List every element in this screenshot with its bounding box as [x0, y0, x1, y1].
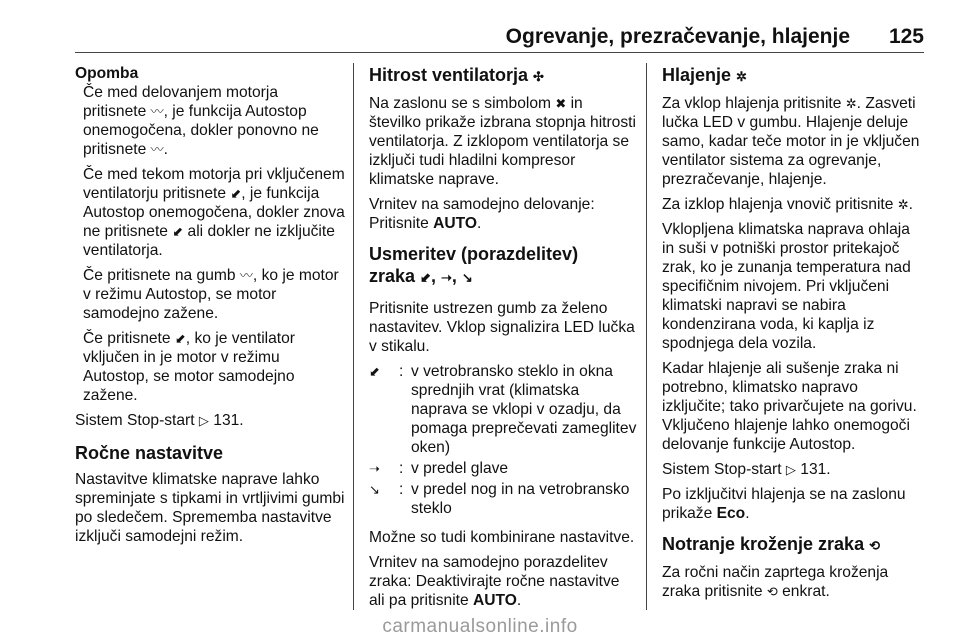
windshield-floor-icon: ⬋	[420, 270, 431, 285]
fan-icon: ✣	[533, 69, 544, 84]
page-header	[0, 0, 960, 52]
note-box	[75, 64, 345, 405]
fan-symbol-icon: ✖	[555, 96, 567, 111]
windshield-defrost-icon: 〰	[150, 142, 164, 157]
windshield-floor-icon: ⬋	[369, 364, 380, 379]
body-paragraph: Vrnitev na samodejno porazdelitev zraka: Deaktivirajte ročne nastavitve ali pa pritisnite AUTO.	[369, 554, 620, 609]
body-paragraph: Možne so tudi kombinirane nastavitve.	[369, 529, 635, 546]
cross-reference: Sistem Stop-start ▷ 131.	[662, 461, 831, 478]
page-number: 125	[888, 25, 924, 48]
column-1	[75, 64, 345, 552]
head-airflow-icon: ➝	[369, 461, 380, 476]
body-paragraph: Vrnitev na samodejno delovanje: Pritisnite AUTO.	[369, 196, 595, 232]
body-paragraph: Na zaslonu se s simbolom ✖ in številko prikaže izbrana stopnja hitrosti ventilatorja. Z izklopom ventilatorja se izključi tudi hladilni kompresor klimatske naprave.	[369, 95, 636, 188]
reference-arrow-icon: ▷	[198, 413, 209, 428]
note-title: Opomba	[75, 65, 139, 82]
note-paragraph: Če med tekom motorja pri vključenem ventilatorju pritisnete ⬋, je funkcija Autostop onemogočena, dokler znova ne pritisnete ⬋ ali dokler ne izključite ventilatorja.	[83, 166, 345, 259]
body-paragraph: Kadar hlajenje ali sušenje zraka ni potrebno, klimatsko napravo izključite; tako privarčujete na gorivu. Vključeno hlajenje lahko onemogoči delovanje funkcije Autostop.	[662, 360, 917, 453]
body-paragraph: Po izključitvi hlajenja se na zaslonu prikaže Eco.	[662, 486, 906, 522]
body-paragraph: Vklopljena klimatska naprava ohlaja in suši v potniški prostor pritekajoč zrak, ko je zunanja temperatura nad specifičnim nivojem. Pri vključeni klimatski napravi se nabira kondenzirana voda, ki kaplja iz spodnjega dela vozila.	[662, 221, 911, 352]
section-heading: Usmeritev (porazdelitev) zraka ⬋, ➝, ↘	[369, 243, 637, 289]
windshield-floor-icon: ⬋	[230, 186, 242, 201]
ac-snowflake-icon: ✲	[736, 69, 747, 84]
body-paragraph: Pritisnite ustrezen gumb za želeno nastavitev. Vklop signalizira LED lučka v stikalu.	[369, 300, 635, 355]
column-divider	[353, 63, 354, 610]
definition-item: ↘ : v predel nog in na vetrobransko steklo	[369, 481, 630, 517]
recirculation-icon: ⟲	[869, 538, 880, 553]
definition-item: ➝ : v predel glave	[369, 460, 509, 477]
windshield-defrost-icon: 〰	[239, 268, 253, 283]
recirculation-icon: ⟲	[766, 584, 778, 599]
section-heading: Notranje kroženje zraka ⟲	[662, 533, 924, 557]
windshield-floor-icon: ⬋	[172, 224, 184, 239]
header-title: Ogrevanje, prezračevanje, hlajenje	[505, 25, 850, 48]
note-paragraph: Če pritisnete ⬋, ko je ventilator vključen in je motor v režimu Autostop, se motor samodejno zažene.	[83, 330, 295, 404]
body-paragraph: Za vklop hlajenja pritisnite ✲. Zasveti lučka LED v gumbu. Hlajenje deluje samo, kadar teče motor in je vključen ventilator sistema za ogrevanje, prezračevanje, hlajenje.	[662, 95, 920, 188]
section-heading: Hitrost ventilatorja ✣	[369, 64, 637, 88]
body-paragraph: Nastavitve klimatske naprave lahko spreminjate s tipkami in vrtljivimi gumbi po sledečem. Sprememba nastavitve izključi samodejni režim.	[75, 471, 345, 545]
windshield-floor-icon: ⬋	[174, 331, 186, 346]
definition-item: ⬋ : v vetrobransko steklo in okna sprednjih vrat (klimatska naprava se vklopi v ozadju, da pomaga preprečevati zameglitev oken)	[369, 363, 637, 456]
head-airflow-icon: ➝	[440, 270, 452, 285]
body-paragraph: Za izklop hlajenja vnovič pritisnite ✲.	[662, 196, 913, 213]
cross-reference: Sistem Stop-start ▷ 131.	[75, 412, 244, 429]
ac-snowflake-icon: ✲	[897, 197, 909, 212]
footer-watermark: carmanualsonline.info	[382, 616, 578, 637]
column-divider	[646, 63, 647, 610]
header-rule	[75, 52, 924, 53]
airflow-definition-list	[369, 362, 637, 518]
section-heading: Ročne nastavitve	[75, 443, 224, 463]
reference-arrow-icon: ▷	[785, 462, 796, 477]
section-heading: Hlajenje ✲	[662, 64, 924, 88]
windshield-defrost-icon: 〰	[150, 104, 164, 119]
note-paragraph: Če pritisnete na gumb 〰, ko je motor v režimu Autostop, se motor samodejno zažene.	[83, 267, 339, 322]
column-2	[369, 64, 637, 616]
ac-snowflake-icon: ✲	[845, 96, 857, 111]
column-3	[662, 64, 924, 607]
floor-airflow-icon: ↘	[461, 270, 473, 285]
floor-airflow-icon: ↘	[369, 482, 380, 497]
note-paragraph: Če med delovanjem motorja pritisnete 〰, je funkcija Autostop onemogočena, dokler ponovno ne pritisnete 〰.	[83, 84, 319, 158]
body-paragraph: Za ročni način zaprtega kroženja zraka pritisnite ⟲ enkrat.	[662, 564, 889, 600]
